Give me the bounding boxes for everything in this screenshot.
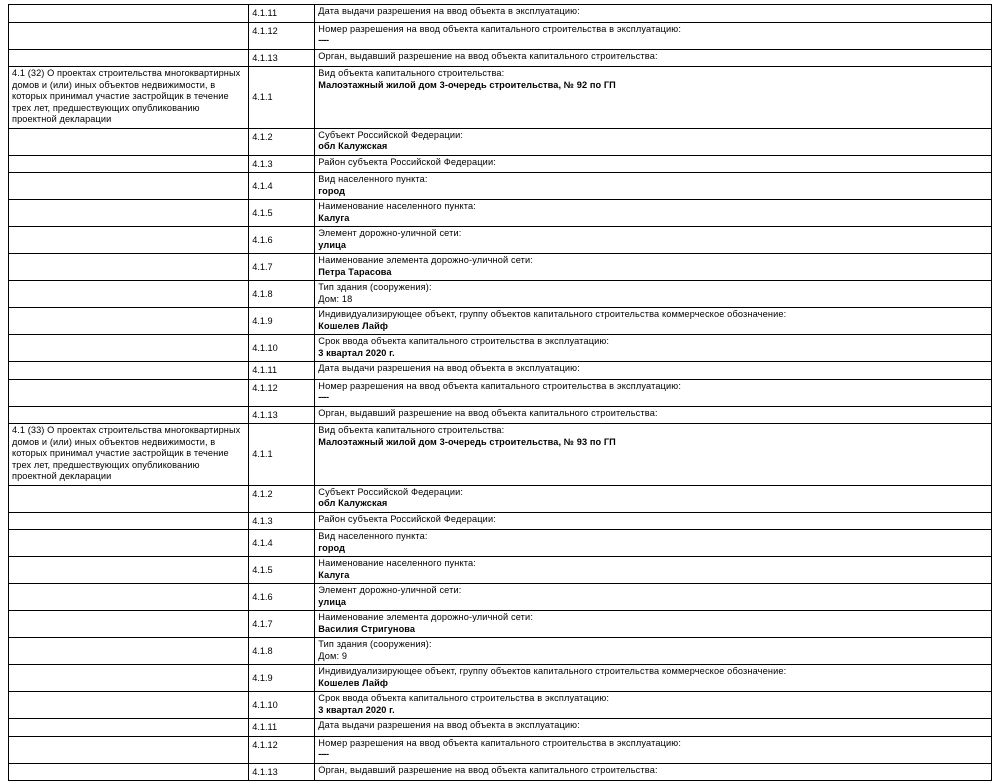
table-row: [9, 22, 992, 49]
row-label: Индивидуализирующее объект, группу объектов капитального строительства коммерческое обозначение:: [318, 666, 787, 676]
row-label: Наименование населенного пункта:: [318, 558, 476, 568]
row-value-cell: [315, 49, 992, 67]
row-label: Наименование элемента дорожно-уличной сети:: [318, 255, 534, 265]
section-cell: [9, 512, 249, 530]
row-value-cell: [315, 281, 992, 308]
table-row: [9, 584, 992, 611]
section-cell: [9, 362, 249, 380]
row-number: 4.1.10: [249, 692, 315, 719]
row-number: 4.1.11: [249, 362, 315, 380]
row-value-cell: [315, 200, 992, 227]
row-value-cell: [315, 557, 992, 584]
row-number: 4.1.1: [249, 67, 315, 129]
section-cell: [9, 665, 249, 692]
row-value-cell: [315, 308, 992, 335]
table-row: [9, 254, 992, 281]
table-row: [9, 362, 992, 380]
row-label: Срок ввода объекта капитального строительства в эксплуатацию:: [318, 336, 610, 346]
row-value: ----: [318, 392, 329, 402]
section-cell: [9, 638, 249, 665]
section-cell: [9, 22, 249, 49]
section-cell: [9, 584, 249, 611]
row-value: Дом: 18: [318, 293, 353, 304]
section-cell: [9, 485, 249, 512]
row-value-cell: [315, 638, 992, 665]
row-label: Вид объекта капитального строительства:: [318, 68, 505, 78]
table-row: [9, 557, 992, 584]
row-number: 4.1.11: [249, 719, 315, 737]
row-value-cell: [315, 406, 992, 424]
row-label: Дата выдачи разрешения на ввод объекта в эксплуатацию:: [318, 6, 580, 16]
table-row: [9, 155, 992, 173]
table-row: [9, 200, 992, 227]
table-row: [9, 335, 992, 362]
row-value-cell: [315, 719, 992, 737]
table-row: [9, 665, 992, 692]
row-label: Район субъекта Российской Федерации:: [318, 513, 496, 524]
row-value-cell: [315, 512, 992, 530]
row-label: Вид населенного пункта:: [318, 531, 428, 541]
section-cell: [9, 49, 249, 67]
row-number: 4.1.2: [249, 485, 315, 512]
section-cell: [9, 530, 249, 557]
section-cell: [9, 557, 249, 584]
row-value-cell: [315, 67, 992, 129]
row-value-cell: [315, 227, 992, 254]
row-number: 4.1.1: [249, 424, 315, 486]
row-number: 4.1.11: [249, 5, 315, 23]
row-label: Номер разрешения на ввод объекта капитального строительства в эксплуатацию:: [318, 380, 682, 391]
section-cell: [9, 5, 249, 23]
row-number: 4.1.10: [249, 335, 315, 362]
section-cell: [9, 128, 249, 155]
section-cell: [9, 379, 249, 406]
row-value: город: [318, 542, 346, 553]
row-number: 4.1.9: [249, 665, 315, 692]
row-number: 4.1.8: [249, 638, 315, 665]
table-row: [9, 638, 992, 665]
row-value: улица: [318, 596, 347, 607]
row-value-cell: [315, 335, 992, 362]
section-cell: [9, 736, 249, 763]
row-label: Номер разрешения на ввод объекта капитального строительства в эксплуатацию:: [318, 737, 682, 748]
row-label: Вид объекта капитального строительства:: [318, 425, 505, 435]
row-value-cell: [315, 155, 992, 173]
row-value: ----: [318, 749, 329, 759]
row-value-cell: [315, 736, 992, 763]
section-cell: [9, 173, 249, 200]
row-label: Дата выдачи разрешения на ввод объекта в эксплуатацию:: [318, 720, 580, 730]
section-cell: [9, 406, 249, 424]
row-value: Кошелев Лайф: [318, 320, 388, 331]
row-value: Калуга: [318, 569, 350, 580]
section-cell: [9, 155, 249, 173]
row-label: Орган, выдавший разрешение на ввод объекта капитального строительства:: [318, 764, 658, 775]
section-cell: [9, 719, 249, 737]
row-label: Индивидуализирующее объект, группу объектов капитального строительства коммерческое обозначение:: [318, 309, 787, 319]
row-label: Номер разрешения на ввод объекта капитального строительства в эксплуатацию:: [318, 23, 682, 34]
section-cell: [9, 281, 249, 308]
table-row: [9, 281, 992, 308]
row-value-cell: [315, 424, 992, 486]
row-value-cell: [315, 22, 992, 49]
table-row: [9, 692, 992, 719]
row-number: 4.1.7: [249, 611, 315, 638]
table-body: [9, 5, 992, 781]
row-value-cell: [315, 254, 992, 281]
section-cell: [9, 611, 249, 638]
row-number: 4.1.4: [249, 530, 315, 557]
section-cell: [9, 254, 249, 281]
row-number: 4.1.12: [249, 379, 315, 406]
row-value-cell: [315, 692, 992, 719]
row-label: Наименование элемента дорожно-уличной сети:: [318, 612, 534, 622]
row-label: Элемент дорожно-уличной сети:: [318, 228, 462, 238]
row-number: 4.1.13: [249, 406, 315, 424]
row-number: 4.1.3: [249, 512, 315, 530]
row-number: 4.1.7: [249, 254, 315, 281]
row-label: Субъект Российской Федерации:: [318, 486, 464, 497]
row-value-cell: [315, 763, 992, 781]
row-value-cell: [315, 665, 992, 692]
table-row: [9, 406, 992, 424]
table-row: [9, 512, 992, 530]
row-number: 4.1.9: [249, 308, 315, 335]
row-value: обл Калужская: [318, 141, 388, 151]
row-number: 4.1.5: [249, 557, 315, 584]
row-value: обл Калужская: [318, 498, 388, 508]
row-number: 4.1.13: [249, 49, 315, 67]
row-value: 3 квартал 2020 г.: [318, 704, 395, 715]
table-row: [9, 128, 992, 155]
row-number: 4.1.3: [249, 155, 315, 173]
row-value: Дом: 9: [318, 650, 348, 661]
table-row: [9, 379, 992, 406]
row-value-cell: [315, 485, 992, 512]
row-value: Василия Стригунова: [318, 623, 416, 634]
row-label: Срок ввода объекта капитального строительства в эксплуатацию:: [318, 693, 610, 703]
table-row: [9, 485, 992, 512]
row-label: Орган, выдавший разрешение на ввод объекта капитального строительства:: [318, 50, 658, 61]
row-number: 4.1.12: [249, 736, 315, 763]
row-value-cell: [315, 611, 992, 638]
table-row: [9, 530, 992, 557]
row-value: Петра Тарасова: [318, 266, 392, 277]
table-row: [9, 308, 992, 335]
section-cell: [9, 227, 249, 254]
row-value: Калуга: [318, 212, 350, 223]
row-value: город: [318, 185, 346, 196]
row-number: 4.1.6: [249, 227, 315, 254]
section-cell: [9, 335, 249, 362]
table-row: [9, 763, 992, 781]
row-value: Малоэтажный жилой дом 3-очередь строительства, № 92 по ГП: [318, 79, 616, 90]
row-value-cell: [315, 128, 992, 155]
row-value: ----: [318, 35, 329, 45]
declaration-table: [8, 4, 992, 781]
table-row: [9, 424, 992, 486]
row-value-cell: [315, 530, 992, 557]
section-cell: [9, 308, 249, 335]
table-row: [9, 173, 992, 200]
row-label: Субъект Российской Федерации:: [318, 129, 464, 140]
table-row: [9, 611, 992, 638]
row-number: 4.1.5: [249, 200, 315, 227]
row-value: 3 квартал 2020 г.: [318, 347, 395, 358]
row-label: Наименование населенного пункта:: [318, 201, 476, 211]
table-row: [9, 719, 992, 737]
row-label: Тип здания (сооружения):: [318, 282, 432, 292]
row-number: 4.1.12: [249, 22, 315, 49]
section-cell: [9, 200, 249, 227]
row-value-cell: [315, 584, 992, 611]
row-label: Орган, выдавший разрешение на ввод объекта капитального строительства:: [318, 407, 658, 418]
table-row: [9, 49, 992, 67]
row-value: Малоэтажный жилой дом 3-очередь строительства, № 93 по ГП: [318, 436, 616, 447]
row-number: 4.1.4: [249, 173, 315, 200]
row-value-cell: [315, 379, 992, 406]
row-label: Вид населенного пункта:: [318, 174, 428, 184]
row-number: 4.1.6: [249, 584, 315, 611]
row-value-cell: [315, 5, 992, 23]
row-label: Элемент дорожно-уличной сети:: [318, 585, 462, 595]
table-row: [9, 5, 992, 23]
table-row: [9, 227, 992, 254]
section-cell: [9, 763, 249, 781]
row-number: 4.1.2: [249, 128, 315, 155]
row-value-cell: [315, 362, 992, 380]
section-title-cell: 4.1 (32) О проектах строительства многоквартирных домов и (или) иных объектов недвижимости, в которых принимал участие застройщик в течение трех лет, предшествующих опубликованию проектной декларации: [9, 67, 249, 129]
row-label: Дата выдачи разрешения на ввод объекта в эксплуатацию:: [318, 363, 580, 373]
row-number: 4.1.13: [249, 763, 315, 781]
row-value: Кошелев Лайф: [318, 677, 388, 688]
row-value: улица: [318, 239, 347, 250]
row-number: 4.1.8: [249, 281, 315, 308]
row-value-cell: [315, 173, 992, 200]
section-cell: [9, 692, 249, 719]
row-label: Район субъекта Российской Федерации:: [318, 156, 496, 167]
section-title-cell: 4.1 (33) О проектах строительства многоквартирных домов и (или) иных объектов недвижимости, в которых принимал участие застройщик в течение трех лет, предшествующих опубликованию проектной декларации: [9, 424, 249, 486]
table-row: [9, 67, 992, 129]
table-row: [9, 736, 992, 763]
row-label: Тип здания (сооружения):: [318, 639, 432, 649]
